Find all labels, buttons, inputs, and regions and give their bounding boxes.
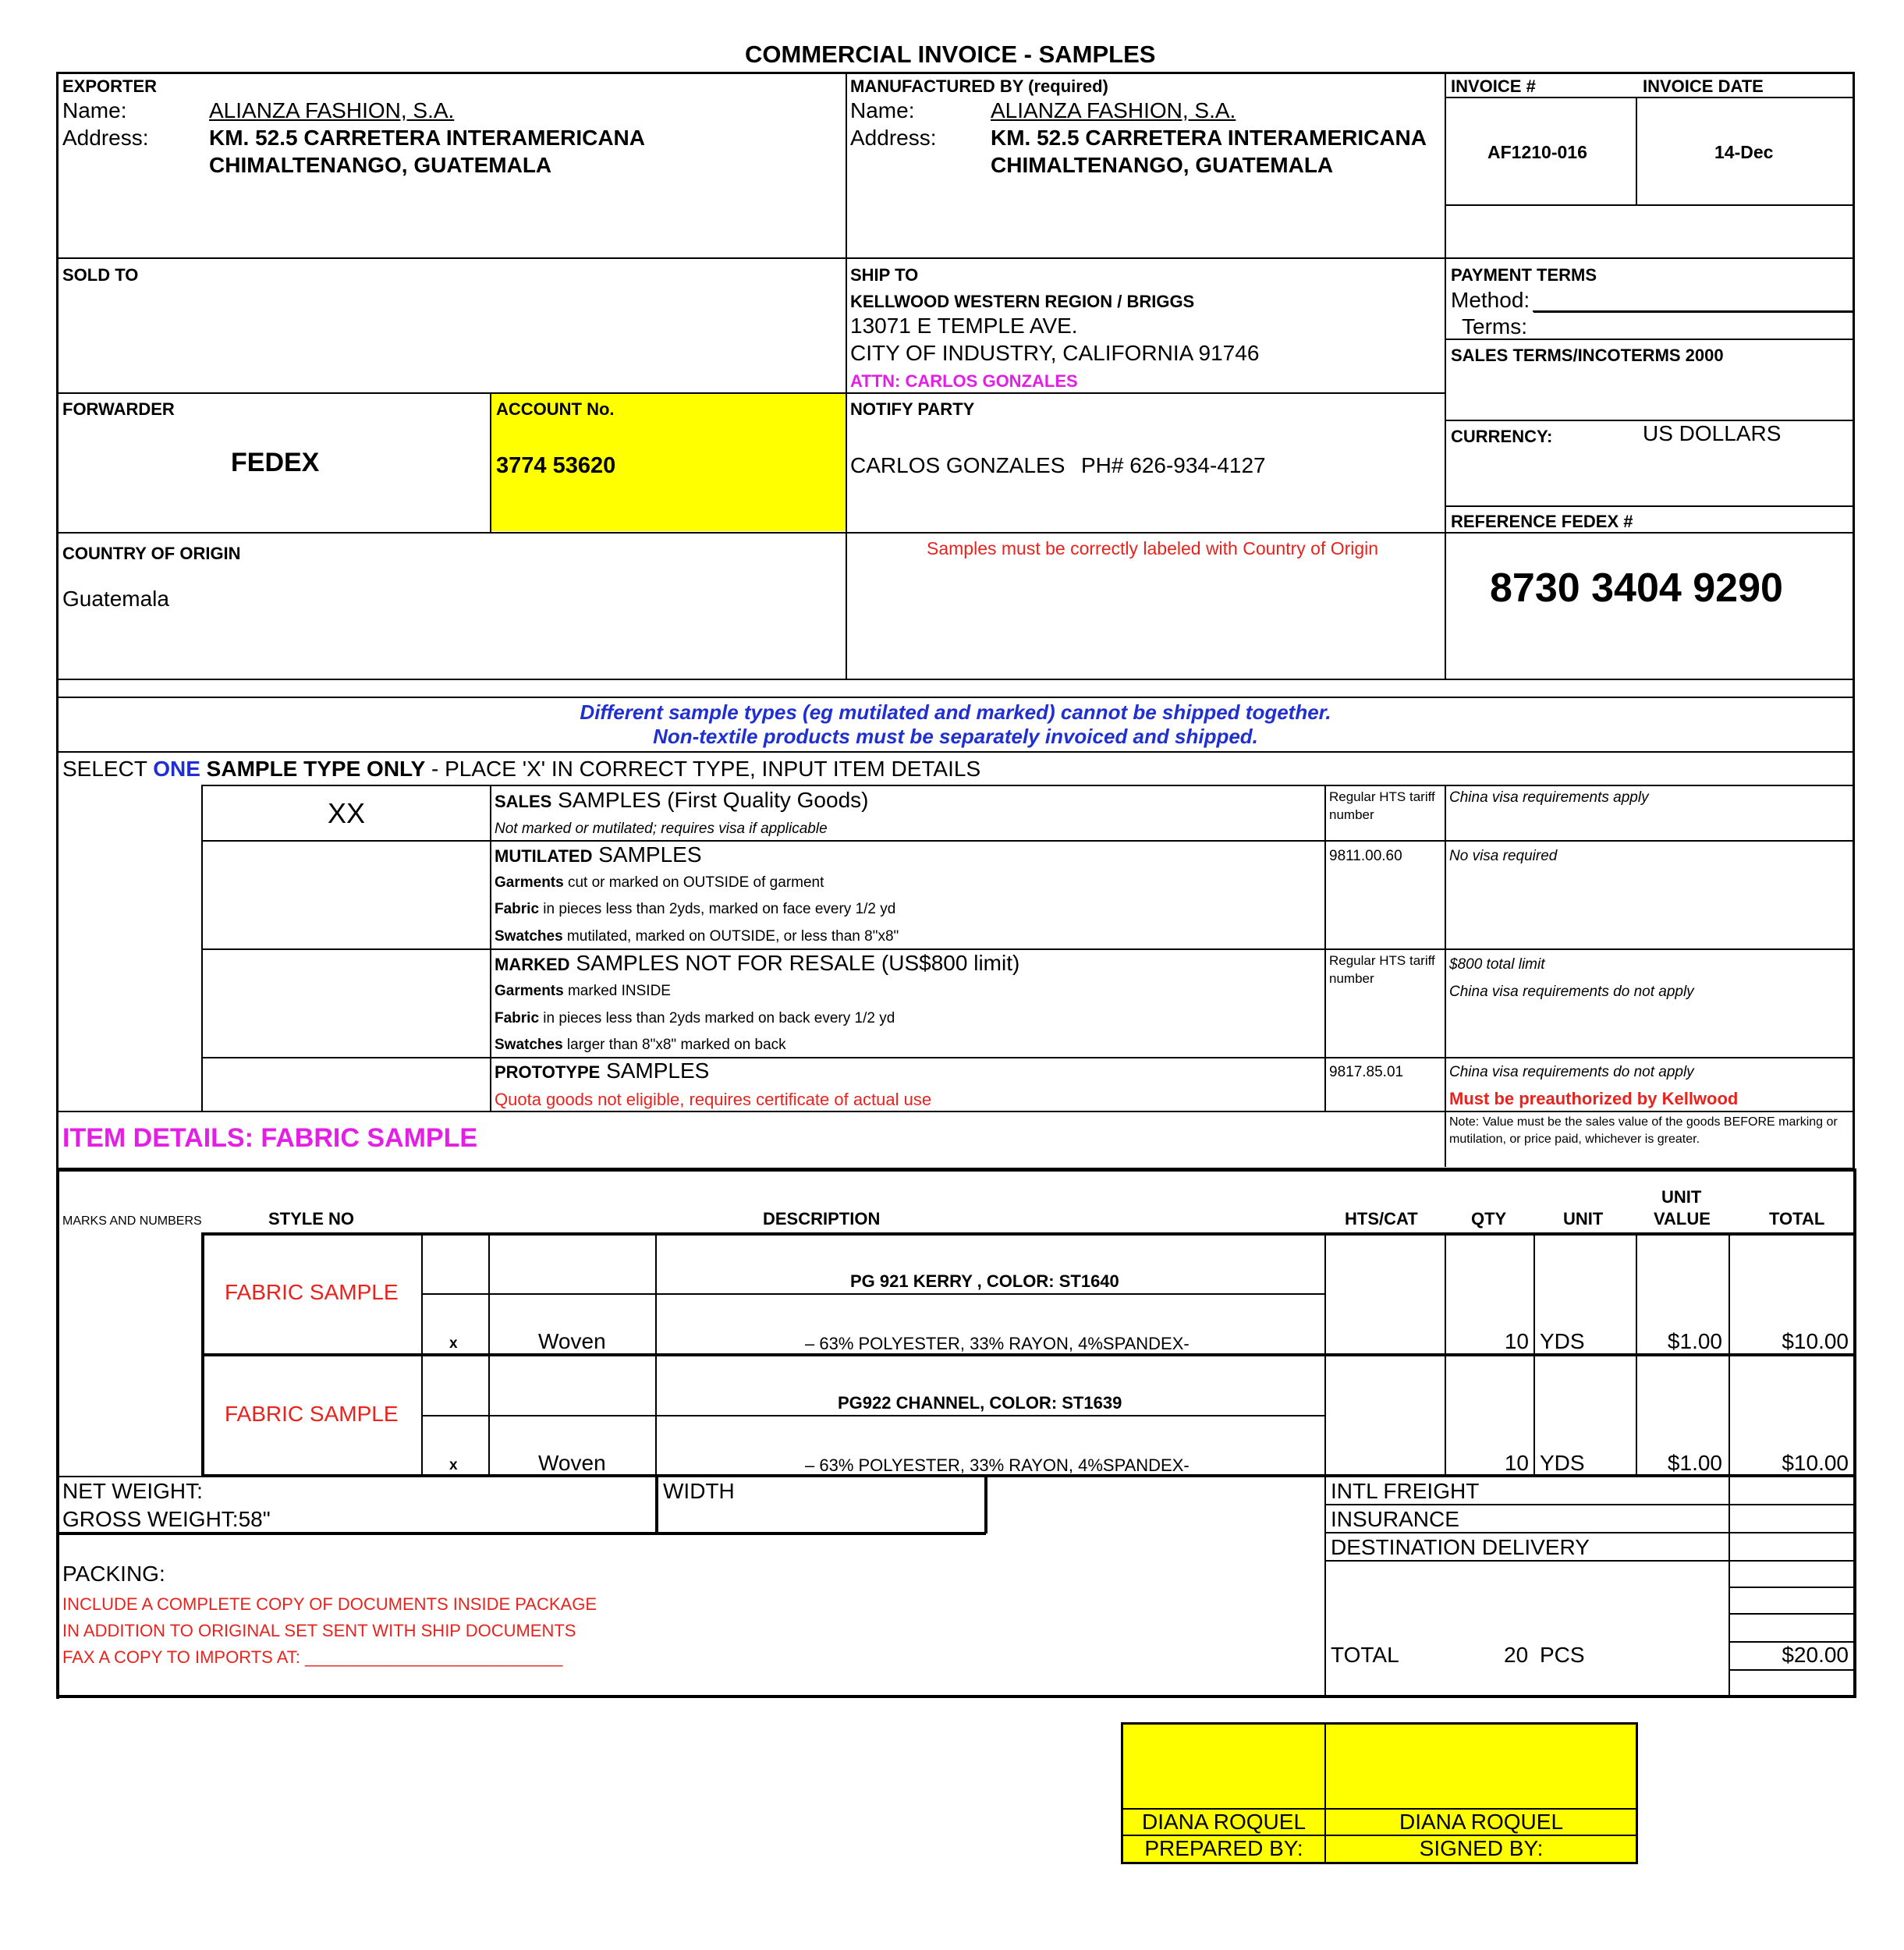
mutilated-l2-bold: Fabric — [495, 901, 540, 917]
prototype-sample-title — [495, 1058, 709, 1083]
marked-note-1: $800 total limit — [1449, 956, 1545, 973]
warning-line-1: Different sample types (eg mutilated and marked) cannot be shipped together. — [580, 700, 1331, 724]
total-pcs-label: PCS — [1540, 1643, 1585, 1667]
sales-sample-sub: Not marked or mutilated; requires visa if applicable — [495, 821, 828, 837]
exporter-address-1: KM. 52.5 CARRETERA INTERAMERICANA — [209, 126, 646, 150]
item-2-desc-1: PG922 CHANNEL, COLOR: ST1639 — [838, 1393, 1122, 1413]
item-details-label: ITEM DETAILS: FABRIC SAMPLE — [62, 1123, 478, 1153]
mutilated-l3-bold: Swatches — [495, 928, 563, 945]
total-amount: $20.00 — [1782, 1643, 1849, 1667]
select-post: - PLACE 'X' IN CORRECT TYPE, INPUT ITEM DETAILS — [425, 757, 981, 781]
marked-l3-text: larger than 8"x8" marked on back — [562, 1037, 786, 1053]
sales-hts: Regular HTS tariff — [1329, 789, 1435, 804]
mutilated-line-3 — [495, 928, 899, 945]
marked-l2-bold: Fabric — [495, 1010, 540, 1026]
sales-hts-2: number — [1329, 807, 1374, 822]
mutilated-line-1 — [495, 874, 824, 892]
invoice-date-label: INVOICE DATE — [1643, 76, 1764, 96]
packing-line-2: IN ADDITION TO ORIGINAL SET SENT WITH SHIP DOCUMENTS — [62, 1621, 576, 1640]
item-2-qty: 10 — [1504, 1451, 1529, 1475]
forwarder-label: FORWARDER — [62, 399, 175, 419]
item-2-total: $10.00 — [1782, 1451, 1849, 1475]
item-2-unit-value: $1.00 — [1667, 1451, 1722, 1475]
sales-title-rest: SAMPLES (First Quality Goods) — [551, 788, 869, 812]
sold-to-label: SOLD TO — [62, 265, 139, 285]
packing-line-3: FAX A COPY TO IMPORTS AT: ___________________________ — [62, 1647, 563, 1667]
marked-l3-bold: Swatches — [495, 1037, 563, 1053]
col-unit-value-1: UNIT — [1661, 1187, 1702, 1207]
marked-title-bold: MARKED — [495, 955, 570, 974]
marked-line-3 — [495, 1037, 786, 1054]
prototype-hts: 9817.85.01 — [1329, 1064, 1404, 1080]
mutilated-l1-text: cut or marked on OUTSIDE of garment — [563, 874, 824, 891]
col-description: DESCRIPTION — [763, 1209, 881, 1228]
warning-line-2: Non-textile products must be separately invoiced and shipped. — [653, 725, 1258, 748]
col-style: STYLE NO — [268, 1209, 355, 1228]
ship-to-attn: ATTN: CARLOS GONZALES — [850, 371, 1078, 391]
col-unit-value-2: VALUE — [1654, 1209, 1711, 1228]
item-1-desc-1: PG 921 KERRY , COLOR: ST1640 — [850, 1271, 1119, 1291]
marked-sample-mark[interactable] — [204, 951, 488, 1055]
col-qty: QTY — [1471, 1209, 1507, 1228]
col-hts: HTS/CAT — [1345, 1209, 1418, 1228]
mutilated-title-rest: SAMPLES — [592, 842, 702, 867]
item-2-x: x — [449, 1457, 458, 1473]
destination-delivery-label: DESTINATION DELIVERY — [1331, 1535, 1590, 1559]
mutilated-title-bold: MUTILATED — [495, 846, 593, 866]
payment-terms-label: PAYMENT TERMS — [1451, 265, 1597, 285]
manufacturer-label: MANUFACTURED BY (required) — [850, 76, 1108, 96]
insurance-label: INSURANCE — [1331, 1507, 1459, 1531]
sales-sample-mark[interactable]: XX — [328, 797, 366, 829]
manufacturer-address-1: KM. 52.5 CARRETERA INTERAMERICANA — [991, 126, 1427, 150]
prototype-note-2: Must be preauthorized by Kellwood — [1449, 1089, 1739, 1108]
item-2-desc-2: – 63% POLYESTER, 33% RAYON, 4%SPANDEX- — [805, 1455, 1190, 1475]
reference-fedex-label: REFERENCE FEDEX # — [1451, 512, 1633, 531]
manufacturer-name: ALIANZA FASHION, S.A. — [991, 98, 1236, 122]
invoice-number-label: INVOICE # — [1451, 76, 1536, 96]
exporter-label: EXPORTER — [62, 76, 158, 96]
marked-l1-bold: Garments — [495, 983, 564, 999]
item-1-total: $10.00 — [1782, 1329, 1849, 1353]
mutilated-note: No visa required — [1449, 848, 1558, 864]
col-total: TOTAL — [1769, 1209, 1825, 1228]
total-pcs: 20 — [1504, 1643, 1529, 1667]
country-origin-label: COUNTRY OF ORIGIN — [62, 544, 241, 563]
forwarder-value: FEDEX — [231, 448, 320, 477]
prepared-by-name: DIANA ROQUEL — [1141, 1810, 1307, 1834]
exporter-name: ALIANZA FASHION, S.A. — [209, 98, 455, 122]
account-label: ACCOUNT No. — [496, 399, 615, 419]
signed-by-label: SIGNED BY: — [1419, 1836, 1544, 1860]
select-one: ONE — [153, 757, 200, 781]
col-unit: UNIT — [1563, 1209, 1604, 1228]
prototype-title-bold: PROTOTYPE — [495, 1062, 601, 1082]
invoice-date: 14-Dec — [1714, 142, 1774, 162]
manufacturer-address-label: Address: — [850, 126, 937, 150]
item-2-type: Woven — [538, 1451, 606, 1475]
mutilated-l2-text: in pieces less than 2yds, marked on face every 1/2 yd — [539, 901, 896, 917]
col-marks: MARKS AND NUMBERS — [62, 1214, 202, 1228]
sales-sample-title — [495, 788, 868, 813]
mutilated-line-2 — [495, 901, 895, 918]
packing-line-1: INCLUDE A COMPLETE COPY OF DOCUMENTS INSIDE PACKAGE — [62, 1594, 597, 1614]
gross-weight-label: GROSS WEIGHT:58" — [62, 1507, 271, 1531]
marked-hts: Regular HTS tariff — [1329, 953, 1435, 968]
item-1-qty: 10 — [1504, 1329, 1529, 1353]
mutilated-l3-text: mutilated, marked on OUTSIDE, or less than 8"x8" — [562, 928, 899, 945]
prototype-sample-mark[interactable] — [204, 1059, 488, 1109]
net-weight-label: NET WEIGHT: — [62, 1479, 203, 1503]
marked-note-2: China visa requirements do not apply — [1449, 984, 1694, 1000]
item-1-x: x — [449, 1335, 458, 1352]
exporter-address-2: CHIMALTENANGO, GUATEMALA — [209, 153, 552, 177]
notify-party-name: CARLOS GONZALES — [850, 453, 1065, 477]
currency-value: US DOLLARS — [1643, 421, 1782, 445]
manufacturer-address-2: CHIMALTENANGO, GUATEMALA — [991, 153, 1334, 177]
item-details-note-2: mutilation, or price paid, whichever is greater. — [1449, 1133, 1700, 1146]
page-title: COMMERCIAL INVOICE - SAMPLES — [745, 41, 1156, 68]
item-1-unit-value: $1.00 — [1667, 1329, 1722, 1353]
exporter-name-label: Name: — [62, 98, 127, 122]
item-1-style: FABRIC SAMPLE — [225, 1280, 399, 1304]
item-1-desc-2: – 63% POLYESTER, 33% RAYON, 4%SPANDEX- — [805, 1334, 1190, 1353]
prototype-note-1: China visa requirements do not apply — [1449, 1064, 1694, 1080]
origin-label-note: Samples must be correctly labeled with Country of Origin — [927, 538, 1379, 558]
reference-fedex-number: 8730 3404 9290 — [1490, 566, 1783, 611]
sales-note: China visa requirements apply — [1449, 789, 1649, 806]
mutilated-sample-title — [495, 842, 702, 867]
ship-to-label: SHIP TO — [850, 265, 919, 285]
select-instruction — [62, 757, 980, 782]
country-origin-value: Guatemala — [62, 587, 169, 611]
item-2-style: FABRIC SAMPLE — [225, 1402, 399, 1426]
payment-terms-sub-label: Terms: — [1462, 314, 1527, 339]
item-details-note-1: Note: Value must be the sales value of the goods BEFORE marking or — [1449, 1115, 1838, 1129]
select-bold: SAMPLE TYPE ONLY — [200, 757, 426, 781]
manufacturer-name-label: Name: — [850, 98, 915, 122]
account-number: 3774 53620 — [496, 453, 616, 478]
sales-terms-label: SALES TERMS/INCOTERMS 2000 — [1451, 346, 1724, 365]
item-2-unit: YDS — [1540, 1451, 1585, 1475]
select-pre: SELECT — [62, 757, 154, 781]
sales-title-bold: SALES — [495, 792, 552, 811]
mutilated-l1-bold: Garments — [495, 874, 564, 891]
marked-title-rest: SAMPLES NOT FOR RESALE (US$800 limit) — [569, 951, 1020, 975]
marked-l1-text: marked INSIDE — [563, 983, 671, 999]
notify-party-phone: PH# 626-934-4127 — [1081, 453, 1266, 477]
mutilated-sample-mark[interactable] — [204, 842, 488, 947]
ship-to-address-2: CITY OF INDUSTRY, CALIFORNIA 91746 — [850, 341, 1260, 365]
exporter-address-label: Address: — [62, 126, 149, 150]
marked-line-1 — [495, 983, 671, 1000]
prototype-sub: Quota goods not eligible, requires certificate of actual use — [495, 1090, 932, 1109]
total-label: TOTAL — [1331, 1643, 1399, 1667]
marked-sample-title — [495, 951, 1019, 976]
ship-to-address-1: 13071 E TEMPLE AVE. — [850, 314, 1078, 338]
payment-method-label: Method: — [1451, 288, 1530, 312]
marked-line-2 — [495, 1010, 895, 1027]
notify-party-label: NOTIFY PARTY — [850, 399, 975, 419]
invoice-number: AF1210-016 — [1487, 142, 1587, 162]
marked-l2-text: in pieces less than 2yds marked on back every 1/2 yd — [539, 1010, 895, 1026]
item-1-type: Woven — [538, 1329, 606, 1353]
signed-by-name: DIANA ROQUEL — [1399, 1810, 1564, 1834]
ship-to-company: KELLWOOD WESTERN REGION / BRIGGS — [850, 292, 1195, 311]
width-label: WIDTH — [663, 1479, 735, 1503]
intl-freight-label: INTL FREIGHT — [1331, 1479, 1480, 1503]
prepared-by-label: PREPARED BY: — [1144, 1836, 1303, 1860]
item-1-unit: YDS — [1540, 1329, 1585, 1353]
packing-label: PACKING: — [62, 1562, 165, 1586]
mutilated-hts: 9811.00.60 — [1329, 848, 1402, 864]
prototype-title-rest: SAMPLES — [600, 1058, 710, 1083]
marked-hts-2: number — [1329, 971, 1374, 986]
currency-label: CURRENCY: — [1451, 427, 1553, 446]
